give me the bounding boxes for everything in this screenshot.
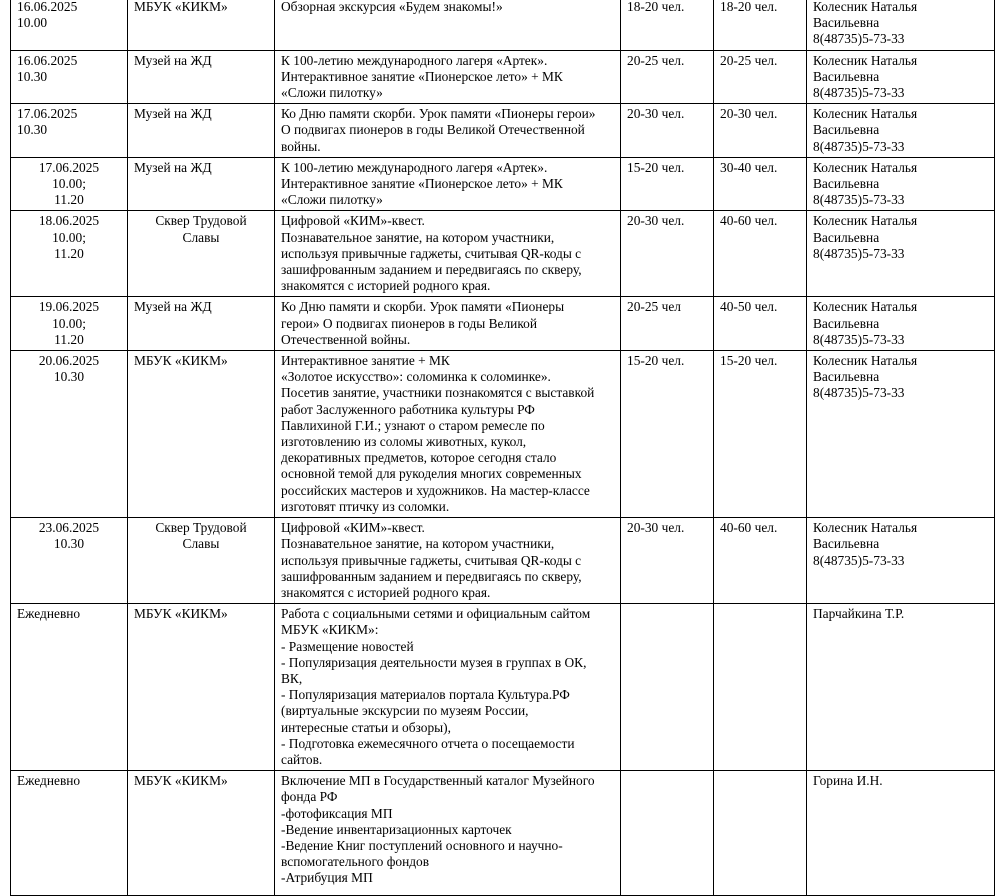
- cell-planned: 20-30 чел.: [621, 518, 714, 604]
- cell-planned: [621, 771, 714, 896]
- cell-responsible: Колесник Наталья Васильевна 8(48735)5-73-33: [807, 351, 995, 518]
- cell-responsible: Колесник Наталья Васильевна 8(48735)5-73-33: [807, 211, 995, 297]
- cell-actual: 20-30 чел.: [714, 104, 807, 158]
- cell-event: Цифровой «КИМ»-квест. Познавательное занятие, на котором участники, используя привычные гаджеты, считывая QR-коды с зашифрованным заданием и передвигаясь по скверу, знакомятся с историей родного края.: [275, 211, 621, 297]
- cell-event: Ко Дню памяти и скорби. Урок памяти «Пионеры герои» О подвигах пионеров в годы Великой Отечественной войны.: [275, 297, 621, 351]
- table-row: [11, 771, 995, 896]
- cell-actual: 40-60 чел.: [714, 211, 807, 297]
- cell-actual: 40-50 чел.: [714, 297, 807, 351]
- cell-place: МБУК «КИКМ»: [128, 771, 275, 896]
- cell-date: 19.06.2025 10.00; 11.20: [11, 297, 128, 351]
- table-row: [11, 0, 995, 50]
- cell-planned: [621, 604, 714, 771]
- cell-event: Обзорная экскурсия «Будем знакомы!»: [275, 0, 621, 50]
- cell-planned: 20-30 чел.: [621, 211, 714, 297]
- cell-actual: 15-20 чел.: [714, 351, 807, 518]
- cell-date: 17.06.2025 10.30: [11, 104, 128, 158]
- cell-responsible: Парчайкина Т.Р.: [807, 604, 995, 771]
- cell-responsible: Колесник Наталья Васильевна 8(48735)5-73-33: [807, 50, 995, 104]
- cell-actual: 40-60 чел.: [714, 518, 807, 604]
- table-row: [11, 50, 995, 104]
- events-table: [10, 0, 995, 896]
- cell-event: Включение МП в Государственный каталог Музейного фонда РФ -фотофиксация МП -Ведение инвентаризационных карточек -Ведение Книг поступлений основного и научно- вспомогательного фондов -Атрибуция МП: [275, 771, 621, 896]
- cell-responsible: Горина И.Н.: [807, 771, 995, 896]
- cell-responsible: Колесник Наталья Васильевна 8(48735)5-73-33: [807, 297, 995, 351]
- cell-actual: 30-40 чел.: [714, 157, 807, 211]
- cell-responsible: Колесник Наталья Васильевна 8(48735)5-73-33: [807, 157, 995, 211]
- table-row: [11, 518, 995, 604]
- cell-date: Ежедневно: [11, 604, 128, 771]
- cell-date: 16.06.2025 10.30: [11, 50, 128, 104]
- table-row: [11, 604, 995, 771]
- cell-planned: 20-25 чел: [621, 297, 714, 351]
- cell-place: Музей на ЖД: [128, 297, 275, 351]
- cell-place: МБУК «КИКМ»: [128, 0, 275, 50]
- cell-planned: 20-30 чел.: [621, 104, 714, 158]
- cell-event: Ко Дню памяти скорби. Урок памяти «Пионеры герои» О подвигах пионеров в годы Великой Отечественной войны.: [275, 104, 621, 158]
- cell-event: Цифровой «КИМ»-квест. Познавательное занятие, на котором участники, используя привычные гаджеты, считывая QR-коды с зашифрованным заданием и передвигаясь по скверу, знакомятся с историей родного края.: [275, 518, 621, 604]
- cell-place: Сквер Трудовой Славы: [128, 518, 275, 604]
- table-row: [11, 211, 995, 297]
- cell-planned: 20-25 чел.: [621, 50, 714, 104]
- cell-responsible: Колесник Наталья Васильевна 8(48735)5-73-33: [807, 104, 995, 158]
- cell-responsible: Колесник Наталья Васильевна 8(48735)5-73-33: [807, 0, 995, 50]
- cell-planned: 18-20 чел.: [621, 0, 714, 50]
- table-row: [11, 351, 995, 518]
- table-row: [11, 104, 995, 158]
- cell-date: 18.06.2025 10.00; 11.20: [11, 211, 128, 297]
- cell-date: Ежедневно: [11, 771, 128, 896]
- cell-event: Интерактивное занятие + МК «Золотое искусство»: соломинка к соломинке». Посетив занятие, участники познакомятся с выставкой работ Заслуженного работника культуры РФ Павлихиной Г.И.; узнают о старом ремесле по изготовлению из соломы животных, кукол, декоративных предметов, которое сегодня стало основной темой для рукоделия многих современных российских мастеров и художников. На мастер-классе изготовят птичку из соломки.: [275, 351, 621, 518]
- cell-place: Музей на ЖД: [128, 104, 275, 158]
- cell-event: К 100-летию международного лагеря «Артек». Интерактивное занятие «Пионерское лето» + МК «Сложи пилотку»: [275, 157, 621, 211]
- cell-place: Сквер Трудовой Славы: [128, 211, 275, 297]
- cell-event: Работа с социальными сетями и официальным сайтом МБУК «КИКМ»: - Размещение новостей - Популяризация деятельности музея в группах в ОК, ВК, - Популяризация материалов портала Культура.РФ (виртуальные экскурсии по музеям России, интересные статьи и обзоры), - Подготовка ежемесячного отчета о посещаемости сайтов.: [275, 604, 621, 771]
- cell-date: 20.06.2025 10.30: [11, 351, 128, 518]
- cell-place: Музей на ЖД: [128, 157, 275, 211]
- cell-actual: 18-20 чел.: [714, 0, 807, 50]
- table-row: [11, 297, 995, 351]
- cell-event: К 100-летию международного лагеря «Артек». Интерактивное занятие «Пионерское лето» + МК «Сложи пилотку»: [275, 50, 621, 104]
- cell-place: Музей на ЖД: [128, 50, 275, 104]
- cell-planned: 15-20 чел.: [621, 157, 714, 211]
- cell-actual: 20-25 чел.: [714, 50, 807, 104]
- cell-date: 16.06.2025 10.00: [11, 0, 128, 50]
- cell-planned: 15-20 чел.: [621, 351, 714, 518]
- cell-place: МБУК «КИКМ»: [128, 351, 275, 518]
- cell-place: МБУК «КИКМ»: [128, 604, 275, 771]
- cell-date: 23.06.2025 10.30: [11, 518, 128, 604]
- cell-actual: [714, 771, 807, 896]
- cell-actual: [714, 604, 807, 771]
- table-row: [11, 157, 995, 211]
- cell-date: 17.06.2025 10.00; 11.20: [11, 157, 128, 211]
- cell-responsible: Колесник Наталья Васильевна 8(48735)5-73-33: [807, 518, 995, 604]
